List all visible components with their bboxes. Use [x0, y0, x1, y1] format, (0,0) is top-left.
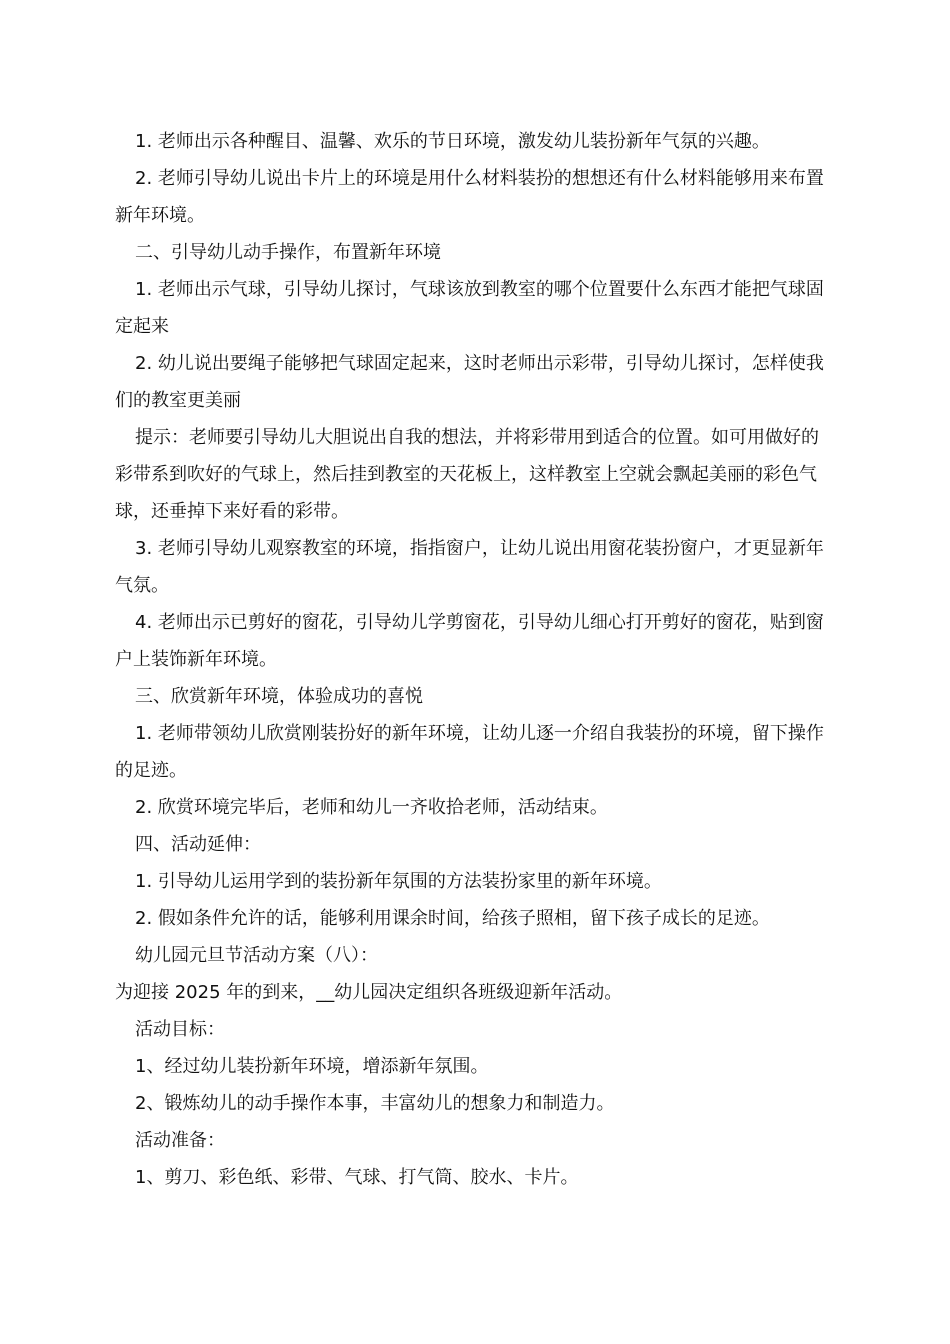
plan-title: 幼儿园元旦节活动方案（八）：: [135, 945, 378, 966]
tip-paragraph: 提示：老师要引导幼儿大胆说出自我的想法，并将彩带用到适合的位置。如可用做好的彩带系到吹好的气球上，然后挂到教室的天花板上，这样教室上空就会飘起美丽的彩色气球，还垂掉下来好看的彩带。: [115, 427, 819, 522]
paragraph-5: 3. 老师引导幼儿观察教室的环境，指指窗户，让幼儿说出用窗花装扮窗户，才更显新年气氛。: [115, 538, 824, 596]
paragraph-6: 4. 老师出示已剪好的窗花，引导幼儿学剪窗花，引导幼儿细心打开剪好的窗花，贴到窗户上装饰新年环境。: [115, 612, 824, 670]
preparation-heading: 活动准备：: [135, 1130, 225, 1151]
paragraph-7: 1. 老师带领幼儿欣赏刚装扮好的新年环境，让幼儿逐一介绍自我装扮的环境，留下操作的足迹。: [115, 723, 824, 781]
paragraph-3: 1. 老师出示气球，引导幼儿探讨，气球该放到教室的哪个位置要什么东西才能把气球固定起来: [115, 279, 824, 337]
paragraph-1: 1. 老师出示各种醒目、温馨、欢乐的节日环境，激发幼儿装扮新年气氛的兴趣。: [135, 131, 770, 152]
paragraph-9: 1. 引导幼儿运用学到的装扮新年氛围的方法装扮家里的新年环境。: [135, 871, 662, 892]
goal-1: 1、经过幼儿装扮新年环境，增添新年氛围。: [135, 1056, 489, 1077]
section-heading-2: 二、引导幼儿动手操作，布置新年环境: [135, 242, 441, 263]
preparation-1: 1、剪刀、彩色纸、彩带、气球、打气筒、胶水、卡片。: [135, 1167, 579, 1188]
goals-heading: 活动目标：: [135, 1019, 225, 1040]
paragraph-10: 2. 假如条件允许的话，能够利用课余时间，给孩子照相，留下孩子成长的足迹。: [135, 908, 770, 929]
paragraph-4: 2. 幼儿说出要绳子能够把气球固定起来，这时老师出示彩带，引导幼儿探讨，怎样使我们的教室更美丽: [115, 353, 824, 411]
document-body: [115, 123, 835, 1196]
section-heading-3: 三、欣赏新年环境，体验成功的喜悦: [135, 686, 423, 707]
paragraph-2: 2. 老师引导幼儿说出卡片上的环境是用什么材料装扮的想想还有什么材料能够用来布置新年环境。: [115, 168, 824, 226]
plan-intro: 为迎接 2025 年的到来，__幼儿园决定组织各班级迎新年活动。: [115, 982, 623, 1003]
goal-2: 2、锻炼幼儿的动手操作本事，丰富幼儿的想象力和制造力。: [135, 1093, 615, 1114]
paragraph-8: 2. 欣赏环境完毕后，老师和幼儿一齐收拾老师，活动结束。: [135, 797, 608, 818]
section-heading-4: 四、活动延伸：: [135, 834, 261, 855]
